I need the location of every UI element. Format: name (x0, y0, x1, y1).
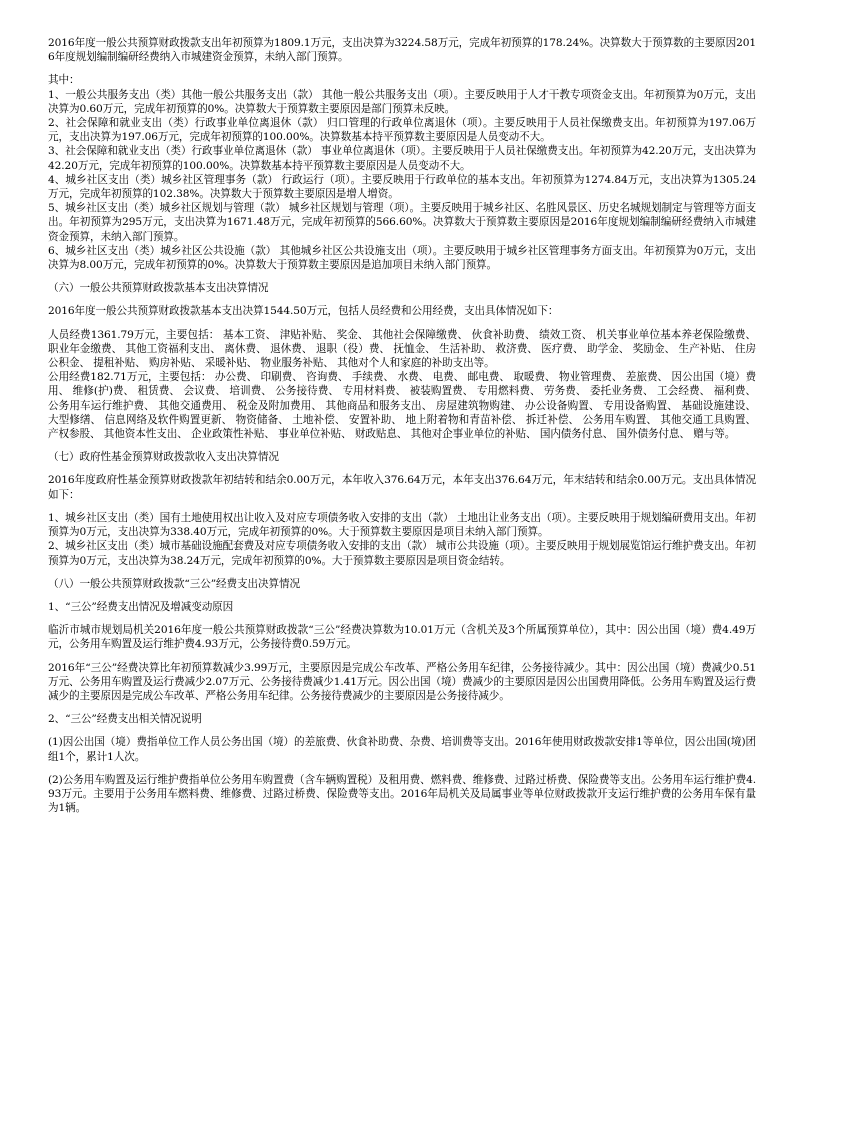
list-item: 1、一般公共服务支出（类）其他一般公共服务支出（款） 其他一般公共服务支出（项）。主要反映用于人才干教专项资金支出。年初预算为0万元，支出决算为0.60万元，完成年初预算的0%。决算数大于预算数主要原因是部门预算未反映。 (48, 88, 756, 115)
list-item: 6、城乡社区支出（类）城乡社区公共设施（款） 其他城乡社区公共设施支出（项）。主要反映用于城乡社区管理事务方面支出。年初预算为0万元，支出决算为8.00万元，完成年初预算的0%。决算数大于预算数主要原因是追加项目未纳入部门预算。 (48, 244, 756, 272)
list-item: 5、城乡社区支出（类）城乡社区规划与管理（款） 城乡社区规划与管理（项）。主要反映用于城乡社区、名胜风景区、历史名城规划制定与管理等方面支出。年初预算为295万元，支出决算为1671.48万元，完成年初预算的566.60%。决算数大于预算数主要原因是2016年度规划编制编研经费纳入市城建资金预算，未纳入部门预算。 (48, 202, 756, 243)
overseas-expense-note: (1)因公出国（境）费指单位工作人员公务出国（境）的差旅费、伙食补助费、杂费、培训费等支出。2016年使用财政拨款安排1等单位，因公出国(境)团组1个，累计1人次。 (48, 736, 756, 763)
subsection-heading-8-2: 2、“三公”经费支出相关情况说明 (48, 713, 202, 726)
subsection-heading-8-1: 1、“三公”经费支出情况及增减变动原因 (48, 600, 234, 613)
list-item: 3、社会保障和就业支出（类）行政事业单位离退休（款） 事业单位离退休（项）。主要反映用于人员社保缴费支出。年初预算为42.20万元，支出决算为42.20万元，完成年初预算的100.00%。决算数基本持平预算数主要原因是人员变动不大。 (48, 145, 756, 172)
section-6-summary: 2016年度一般公共预算财政拨款基本支出决算1544.50万元，包括人员经费和公用经费，支出具体情况如下： (48, 305, 559, 318)
qizhong-label: 其中： (48, 74, 80, 87)
list-item: 4、城乡社区支出（类）城乡社区管理事务（款） 行政运行（项）。主要反映用于行政单位的基本支出。年初预算为1274.84万元，支出决算为1305.24万元，完成年初预算的102.38%。决算数大于预算数主要原因是增人增资。 (48, 173, 756, 201)
intro-paragraph: 2016年度一般公共预算财政拨款支出年初预算为1809.1万元，支出决算为3224.58万元，完成年初预算的178.24%。决算数大于预算数的主要原因2016年度规划编制编研经费纳入市城建资金预算，未纳入部门预算。 (48, 37, 756, 64)
three-public-summary: 临沂市城市规划局机关2016年度一般公共预算财政拨款“三公”经费决算数为10.01万元（含机关及3个所属预算单位），其中：因公出国（境）费4.49万元，公务用车购置及运行维护费4.93万元，公务接待费0.59万元。 (48, 624, 756, 651)
document-body (48, 36, 756, 815)
list-item: 2、城乡社区支出（类）城市基础设施配套费及对应专项债务收入安排的支出（款） 城市公共设施（项）。主要反映用于规划展览馆运行维护费支出。年初预算为0万元，支出决算为38.24万元，完成年初预算的0%。大于预算数主要原因是项目资金结转。 (48, 540, 756, 567)
list-item: 1、城乡社区支出（类）国有土地使用权出让收入及对应专项债务收入安排的支出（款） 土地出让业务支出（项）。主要反映用于规划编研费用支出。年初预算为0万元，支出决算为338.40万元，完成年初预算的0%。大于预算数主要原因是项目未纳入部门预算。 (48, 511, 756, 539)
section-heading-7: （七）政府性基金预算财政拨款收入支出决算情况 (48, 451, 279, 464)
vehicle-expense-note: (2)公务用车购置及运行维护费指单位公务用车购置费（含车辆购置税）及租用费、燃料费、维修费、过路过桥费、保险费等支出。公务用车运行维护费4.93万元。主要用于公务用车燃料费、维修费、过路过桥费、保险费等支出。2016年局机关及局属事业等单位财政拨款开支运行维护费的公务用车保有量为1辆。 (48, 773, 756, 815)
three-public-change-reason: 2016年“三公”经费决算比年初预算数减少3.99万元，主要原因是完成公车改革、严格公务用车纪律，公务接待减少。其中：因公出国（境）费减少0.51万元、公务用车购置及运行费减少2.07万元、公务接待费减少1.41万元。因公出国（境）费减少的主要原因是因公出国费用降低。公务用车购置及运行费减少的主要原因是完成公车改革、严格公务用车纪律。公务接待费减少的主要原因是公务接待减少。 (48, 661, 756, 702)
section-heading-8: （八）一般公共预算财政拨款“三公”经费支出决算情况 (48, 577, 300, 590)
public-expense-paragraph: 公用经费182.71万元，主要包括： 办公费、 印刷费、 咨询费、 手续费、 水费、 电费、 邮电费、 取暖费、 物业管理费、 差旅费、 因公出国（境）费用、 维修(护)费、 租赁费、 会议费、 培训费、 公务接待费、 专用材料费、 被装购置费、 专用燃料费、 劳务费、 委托业务费、 工会经费、 福利费、 公务用车运行维护费、 其他交通费用、 税金及附加费用、 其他商品和服务支出、 房屋建筑物购建、 办公设备购置、 专用设备购置、 基础设施建设、 大型修缮、 信息网络及软件购置更新、 物资储备、 土地补偿、 安置补助、 地上附着物和青苗补偿、 拆迁补偿、 公务用车购置、 其他交通工具购置、 产权参股、 其他资本性支出、 企业政策性补贴、 事业单位补贴、 财政贴息、 其他对企事业单位的补贴、 国内债务付息、 国外债务付息、 赠与等。 (48, 371, 757, 441)
list-item: 2、社会保障和就业支出（类）行政事业单位离退休（款） 归口管理的行政单位离退休（项）。主要反映用于人员社保缴费支出。年初预算为197.06万元，支出决算为197.06万元，完成年初预算的100.00%。决算数基本持平预算数主要原因是人员变动不大。 (48, 117, 756, 144)
personnel-expense-paragraph: 人员经费1361.79万元，主要包括： 基本工资、 津贴补贴、 奖金、 其他社会保障缴费、 伙食补助费、 绩效工资、 机关事业单位基本养老保险缴费、 职业年金缴费、 其他工资福利支出、 离休费、 退休费、 退职（役）费、 抚恤金、 生活补助、 救济费、 医疗费、 助学金、 奖励金、 生产补贴、 住房公积金、 提租补贴、 购房补贴、 采暖补贴、 物业服务补贴、 其他对个人和家庭的补助支出等。 (48, 328, 756, 370)
section-7-summary: 2016年度政府性基金预算财政拨款年初结转和结余0.00万元，本年收入376.64万元，本年支出376.64万元，年末结转和结余0.00万元。支出具体情况如下： (48, 474, 756, 501)
section-heading-6: （六）一般公共预算财政拨款基本支出决算情况 (48, 282, 269, 295)
